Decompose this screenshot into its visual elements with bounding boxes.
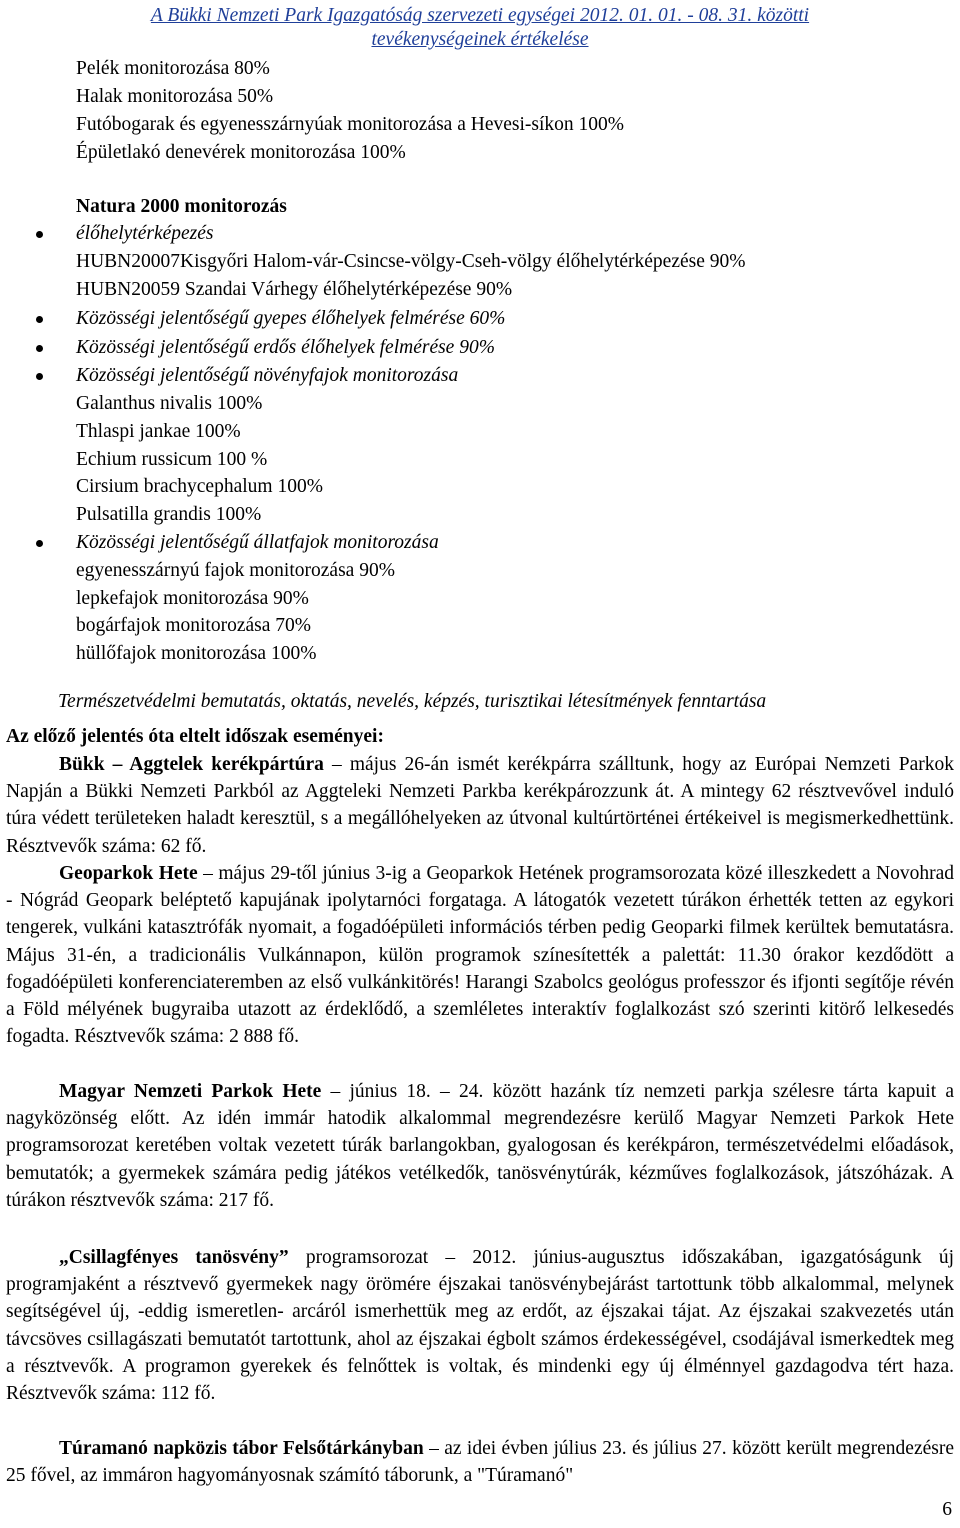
paragraph-text: programsorozat – 2012. június-augusztus időszakában, igazgatóságunk új programjaként a résztvevő gyermekek nagy örömére éjszakai tanösvénybejárást tartottunk több alkalommal, melynek segítségével új, -eddig ismeretlen- arcáról ismerhettük meg az erdőt, az éjszakai tájat. Az éjszakai szakvezetés után távcsöves csillagászati bemutatót tartottunk, ahol az éjszakai égbolt számos érdekességével, csodájával ismerkedtek meg a résztvevők. A programon gyerekek és felnőttek is voltak, és mindenki egy új élménnyel gazdagodva tért haza. Résztvevők száma: 112 fő. <box>6 1247 954 1405</box>
forest-habitats-bullet: Közösségi jelentőségű erdős élőhelyek felmérése 90% <box>76 334 495 362</box>
paragraph-national-parks-week <box>6 1078 954 1214</box>
animal-item: egyenesszárnyú fajok monitorozása 90% <box>76 560 395 581</box>
events-heading: Az előző jelentés óta eltelt időszak eseményei: <box>6 726 384 747</box>
monitoring-item: Épületlakó denevérek monitorozása 100% <box>76 142 406 163</box>
plant-item: Galanthus nivalis 100% <box>76 393 263 414</box>
animal-item: lepkefajok monitorozása 90% <box>76 588 309 609</box>
page-header <box>6 4 954 52</box>
plant-item: Echium russicum 100 % <box>76 449 268 470</box>
plant-item: Thlaspi jankae 100% <box>76 421 241 442</box>
hubn-item-1: HUBN20007Kisgyőri Halom-vár-Csincse-völgy-Cseh-völgy élőhelytérképezése 90% <box>76 251 746 272</box>
paragraph-title: Magyar Nemzeti Parkok Hete <box>59 1081 322 1102</box>
plant-item: Cirsium brachycephalum 100% <box>76 476 323 497</box>
header-line-1: A Bükki Nemzeti Park Igazgatóság szervezeti egységei 2012. 01. 01. - 08. 31. közötti <box>150 5 810 26</box>
habitat-mapping-bullet: élőhelytérképezés <box>76 220 214 248</box>
plant-item: Pulsatilla grandis 100% <box>76 504 262 525</box>
monitoring-item: Halak monitorozása 50% <box>76 86 274 107</box>
header-line-2: tevékenységeinek értékelése <box>371 29 589 50</box>
paragraph-text: – május 26-án ismét kerékpárra szálltunk, hogy az Európai Nemzeti Parkok Napján a Bükki Nemzeti Parkból az Aggteleki Nemzeti Parkba kerékpározzunk át. A mintegy 62 résztvevővel induló túra védett területeken haladt keresztül, s a megállóhelyeken az útvonal kultúrtörténei értékeivel is megismerkedhettünk. Résztvevők száma: 62 fő. <box>6 754 955 857</box>
paragraph-text: – június 18. – 24. között hazánk tíz nemzeti parkja szélesre tárta kapuit a nagyközönség előtt. Az idén immár hatodik alkalommal megrendezésre kerülő Magyar Nemzeti Parkok Hete programsorozat keretében voltak vezetett túrák barlangokban, gyalogosan és kerékpáron, természetvédelmi előadások, bemutatók; a gyermekek számára pedig játékos vetélkedők, tanösvénytúrák, kézműves foglalkozások, játszóházak. A túrákon résztvevők száma: 217 fő. <box>6 1081 954 1211</box>
paragraph-title: Geoparkok Hete <box>59 863 198 884</box>
grass-habitats-bullet: Közösségi jelentőségű gyepes élőhelyek felmérése 60% <box>76 305 505 333</box>
page-number: 6 <box>942 1499 952 1520</box>
paragraph-title: Túramanó napközis tábor Felsőtárkányban <box>59 1438 424 1459</box>
paragraph-title: Bükk – Aggtelek kerékpártúra <box>59 754 324 775</box>
paragraph-bike-tour <box>6 751 954 860</box>
paragraph-title: „Csillagfényes tanösvény” <box>59 1247 289 1268</box>
monitoring-item: Pelék monitorozása 80% <box>76 58 270 79</box>
paragraph-text: – május 29-től június 3-ig a Geoparkok Hetének programsorozata közé illeszkedett a Novohrad - Nógrád Geopark beléptető kapujának ipolytarnóci forgataga. A látogatók vezetett túrákon érhették tetten az egykori tengerek, vulkáni katasztrófák nyomait, a fogadóépületi információs térben pedig Geoparki filmek kerültek bemutatásra. Május 31-én, a tradicionális Vulkánnapon, külön programok színesítették a palettát: 11.30 órakor kezdődött a fogadóépületi konferenciateremben az első vulkánkitörés! Harangi Szabolcs geológus professzor és ifjonti segítője révén a Föld mélyének bugyraiba utazott az érdeklődő, a szemléletes interaktív foglalkozást szó szerinti kitörő lelkesedés fogadta. Résztvevők száma: 2 888 fő. <box>6 863 954 1048</box>
paragraph-starlight-trail <box>6 1244 954 1407</box>
animal-item: hüllőfajok monitorozása 100% <box>76 643 317 664</box>
paragraph-day-camp <box>6 1435 954 1489</box>
animal-item: bogárfajok monitorozása 70% <box>76 615 312 636</box>
animal-species-bullet: Közösségi jelentőségű állatfajok monitorozása <box>76 529 439 557</box>
monitoring-item: Futóbogarak és egyenesszárnyúak monitorozása a Hevesi-síkon 100% <box>76 114 625 135</box>
plant-species-bullet: Közösségi jelentőségű növényfajok monitorozása <box>76 362 458 390</box>
natura-title: Natura 2000 monitorozás <box>76 196 287 217</box>
paragraph-text: – az idei évben július 23. és július 27. között került megrendezésre 25 fővel, az immáron hagyományosnak számító táborunk, a "Túramanó" <box>6 1438 954 1487</box>
paragraph-geoparks-week <box>6 860 954 1050</box>
section-title: Természetvédelmi bemutatás, oktatás, nevelés, képzés, turisztikai létesítmények fenntartása <box>58 691 767 712</box>
hubn-item-2: HUBN20059 Szandai Várhegy élőhelytérképezése 90% <box>76 279 513 300</box>
